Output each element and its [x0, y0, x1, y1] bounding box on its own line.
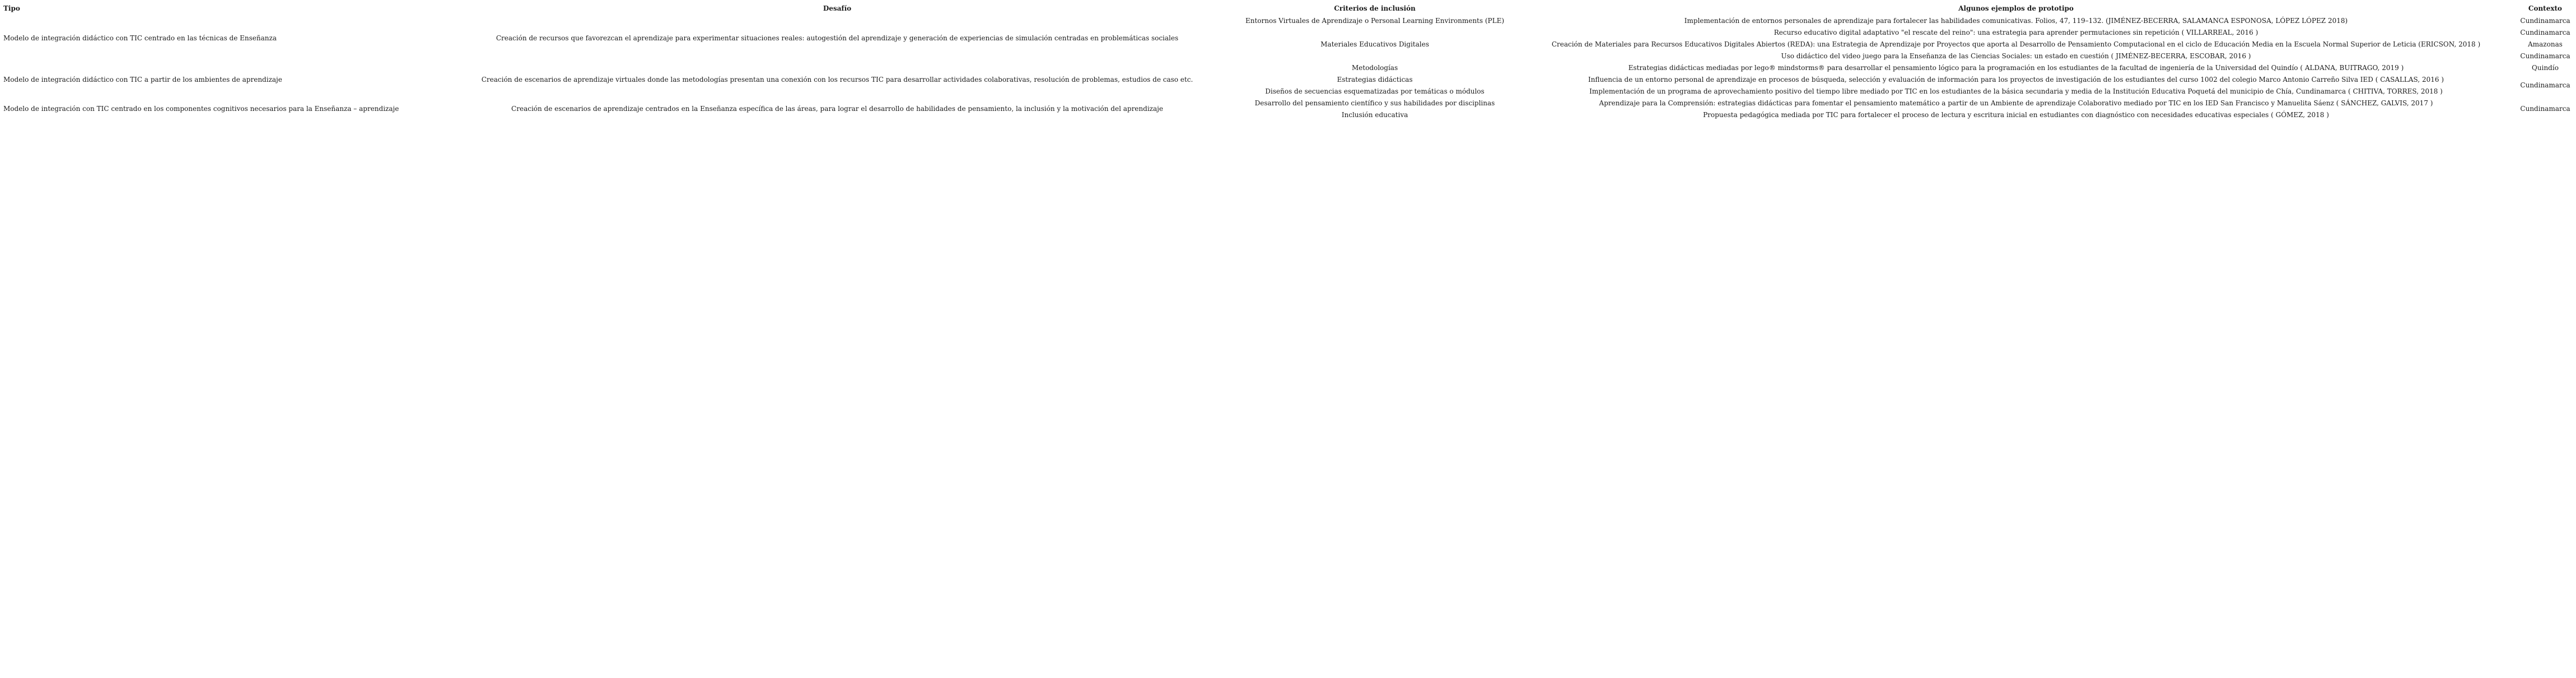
- cell-ejemplo: Aprendizaje para la Comprensión: estrategias didácticas para fomentar el pensamiento matemático a partir de un Ambiente de aprendizaje Colaborativo mediado por TIC en los IED San Francisco y Manuelita Sáenz ( SÁNCHEZ, GALVIS, 2017 ): [1599, 99, 2433, 107]
- header-ejemplos: Algunos ejemplos de prototipo: [1958, 4, 2074, 13]
- cell-ejemplo: Influencia de un entorno personal de aprendizaje en procesos de búsqueda, selección y evaluación de información para los proyectos de investigación de los estudiantes del curso 1002 del colegio Marco Antonio Carreño Silva IED ( CASALLAS, 2016 ): [1588, 75, 2444, 83]
- cell-criterio: Diseños de secuencias esquematizadas por temáticas o módulos: [1265, 87, 1485, 95]
- cell-criterio: Metodologías: [1351, 63, 1398, 72]
- table-header-row: [0, 3, 2576, 15]
- header-tipo: Tipo: [3, 4, 20, 13]
- table-row: [0, 15, 2576, 27]
- cell-tipo: Modelo de integración didáctico con TIC centrado en las técnicas de Enseñanza: [3, 34, 277, 43]
- cell-contexto: Cundinamarca: [2520, 105, 2570, 113]
- cell-criterio: Estrategias didácticas: [1337, 75, 1413, 83]
- cell-ejemplo: Propuesta pedagógica mediada por TIC para fortalecer el proceso de lectura y escritura inicial en estudiantes con diagnóstico con necesidades educativas especiales ( GÓMEZ, 2018 ): [1703, 110, 2329, 119]
- cell-criterio: Inclusión educativa: [1341, 110, 1408, 119]
- cell-desafio: Creación de escenarios de aprendizaje virtuales donde las metodologías presentan una conexión con los recursos TIC para desarrollar actividades colaborativas, resolución de problemas, estudios de caso etc.: [481, 75, 1193, 83]
- header-contexto: Contexto: [2528, 4, 2563, 13]
- cell-ejemplo: Estrategias didácticas mediadas por lego® mindstorms® para desarrollar el pensamiento lógico para la programación en los estudiantes de la facultad de ingeniería de la Universidad del Quindío ( ALDANA, BUITRAGO, 2019 ): [1628, 63, 2404, 72]
- cell-criterio: Entornos Virtuales de Aprendizaje o Personal Learning Environments (PLE): [1245, 16, 1505, 25]
- cell-ejemplo: Recurso educativo digital adaptativo "el rescate del reino": una estrategia para aprender permutaciones sin repetición ( VILLARREAL, 2016 ): [1774, 28, 2258, 36]
- table-row: [0, 62, 2576, 74]
- header-criterios: Criterios de inclusión: [1334, 4, 1416, 13]
- cell-contexto: Quindío: [2532, 63, 2559, 72]
- cell-contexto: Amazonas: [2528, 40, 2563, 48]
- header-desafio: Desafío: [823, 4, 852, 13]
- cell-tipo: Modelo de integración con TIC centrado en los componentes cognitivos necesarios para la Enseñanza – aprendizaje: [3, 105, 399, 113]
- table-row: [0, 97, 2576, 109]
- cell-desafio: Creación de recursos que favorezcan el aprendizaje para experimentar situaciones reales: autogestión del aprendizaje y generación de experiencias de simulación centradas en problemáticas sociales: [496, 34, 1179, 43]
- cell-ejemplo: Implementación de entornos personales de aprendizaje para fortalecer las habilidades comunicativas. Folios, 47, 119–132. (JIMÉNEZ-BECERRA, SALAMANCA ESPONOSA, LÓPEZ LÓPEZ 2018): [1684, 16, 2348, 25]
- cell-contexto: Cundinamarca: [2520, 28, 2570, 36]
- prototypes-table: [0, 3, 2576, 121]
- cell-desafio: Creación de escenarios de aprendizaje centrados en la Enseñanza específica de las áreas, para lograr el desarrollo de habilidades de pensamiento, la inclusión y la motivación del aprendizaje: [511, 105, 1163, 113]
- cell-contexto: Cundinamarca: [2520, 81, 2570, 90]
- cell-ejemplo: Uso didáctico del video juego para la Enseñanza de las Ciencias Sociales: un estado en cuestión ( JIMÉNEZ-BECERRA, ESCOBAR, 2016 ): [1781, 52, 2251, 60]
- cell-contexto: Cundinamarca: [2520, 16, 2570, 25]
- cell-contexto: Cundinamarca: [2520, 52, 2570, 60]
- cell-criterio: Desarrollo del pensamiento científico y sus habilidades por disciplinas: [1254, 99, 1495, 107]
- cell-ejemplo: Creación de Materiales para Recursos Educativos Digitales Abiertos (REDA): una Estrategia de Aprendizaje por Proyectos que aporta al Desarrollo de Pensamiento Computacional en el ciclo de Educación Media en la Escuela Normal Superior de Leticia (ERICSON, 2018 ): [1551, 40, 2481, 48]
- cell-tipo: Modelo de integración didáctico con TIC a partir de los ambientes de aprendizaje: [3, 75, 282, 83]
- cell-criterio: Materiales Educativos Digitales: [1320, 40, 1429, 48]
- cell-ejemplo: Implementación de un programa de aprovechamiento positivo del tiempo libre mediado por TIC en los estudiantes de la básica secundaria y media de la Institución Educativa Poquetá del municipio de Chía, Cundinamarca ( CHITIVA, TORRES, 2018 ): [1589, 87, 2443, 95]
